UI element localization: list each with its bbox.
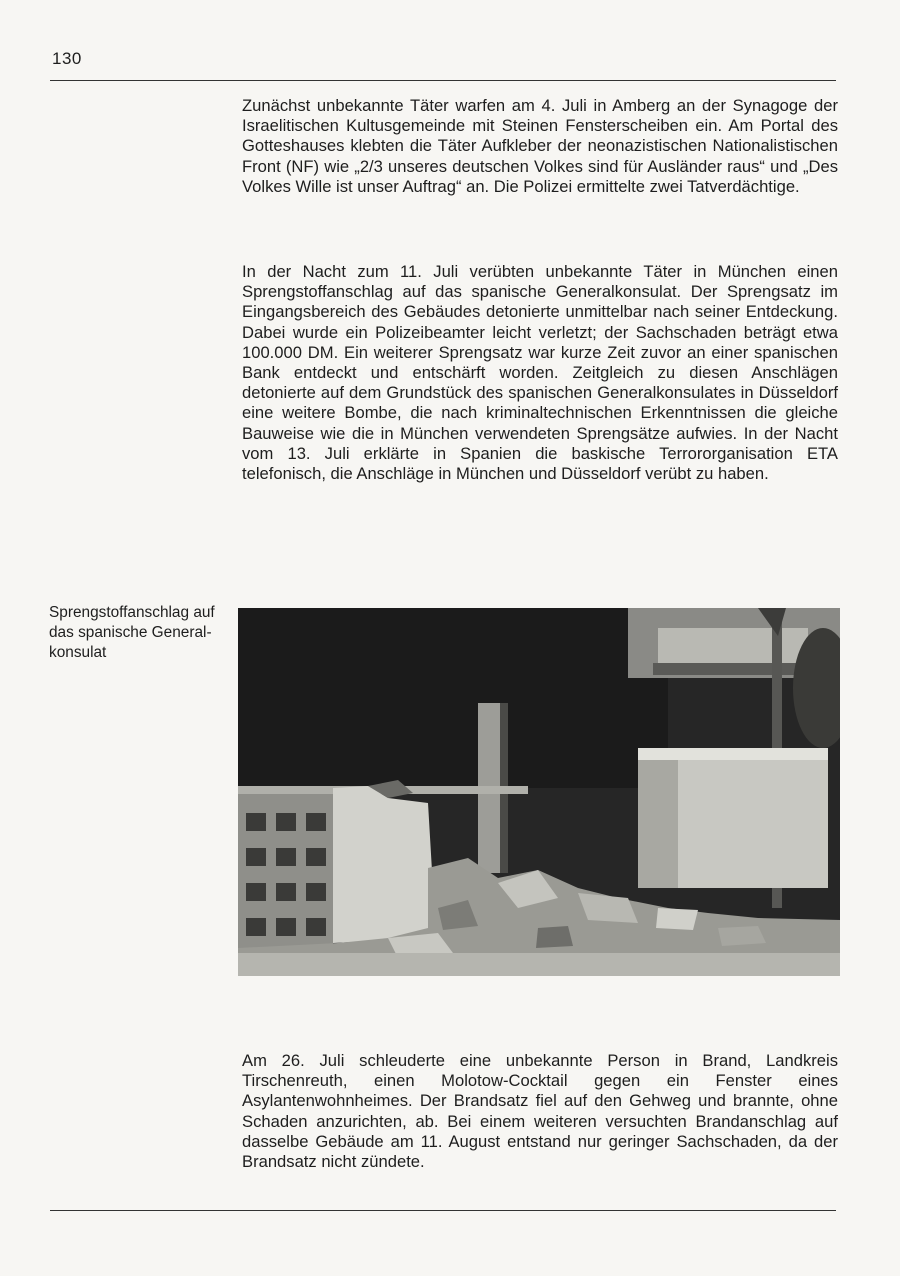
margin-note: Sprengstoffanschlag auf das spanische Generalkonsulat [49,604,215,661]
footer-rule [50,1210,836,1211]
page-number: 130 [52,49,82,68]
photo-damaged-wall [238,608,840,976]
header-rule [50,80,836,81]
paragraph-munich-bombing: In der Nacht zum 11. Juli verübten unbekannte Täter in München einen Sprengstoffanschlag auf das spanische Generalkonsulat. Der Sprengsatz im Eingangsbereich des Gebäudes detonierte unmittelbar nach seiner Entdeckung. Dabei wurde ein Polizeibeamter leicht verletzt; der Sachschaden beträgt etwa 100.000 DM. Ein weiterer Sprengsatz war kurze Zeit zuvor an einer spanischen Bank entdeckt und entschärft worden. Zeitgleich zu diesen Anschlägen detonierte auf dem Grundstück des spanischen Generalkonsulates in Düsseldorf eine weitere Bombe, die nach kriminaltechnischen Erkenntnissen die gleiche Bauweise wie die in München verwendeten Sprengsätze aufwies. In der Nacht vom 13. Juli erklärte in Spanien die baskische Terrororganisation ETA telefonisch, die Anschläge in München und Düsseldorf verübt zu haben. [242,262,838,484]
paragraph-amberg-synagogue: Zunächst unbekannte Täter warfen am 4. Juli in Amberg an der Synagoge der Israelitischen Kultusgemeinde mit Steinen Fensterscheiben ein. Am Portal des Gotteshauses klebten die Täter Aufkleber der neonazistischen Nationalistischen Front (NF) wie „2/3 unseres deutschen Volkes sind für Ausländer raus“ und „Des Volkes Wille ist unser Auftrag“ an. Die Polizei ermittelte zwei Tatverdächtige. [242,96,838,196]
paragraph-tirschenreuth-arson: Am 26. Juli schleuderte eine unbekannte Person in Brand, Landkreis Tirschenreuth, einen Molotow-Cocktail gegen ein Fenster eines Asylantenwohnheimes. Der Brandsatz fiel auf den Gehweg und brannte, ohne Schaden anzurichten, ab. Bei einem weiteren versuchten Brandanschlag auf dasselbe Gebäude am 11. August entstand nur geringer Sachschaden, da der Brandsatz nicht zündete. [242,1051,838,1172]
